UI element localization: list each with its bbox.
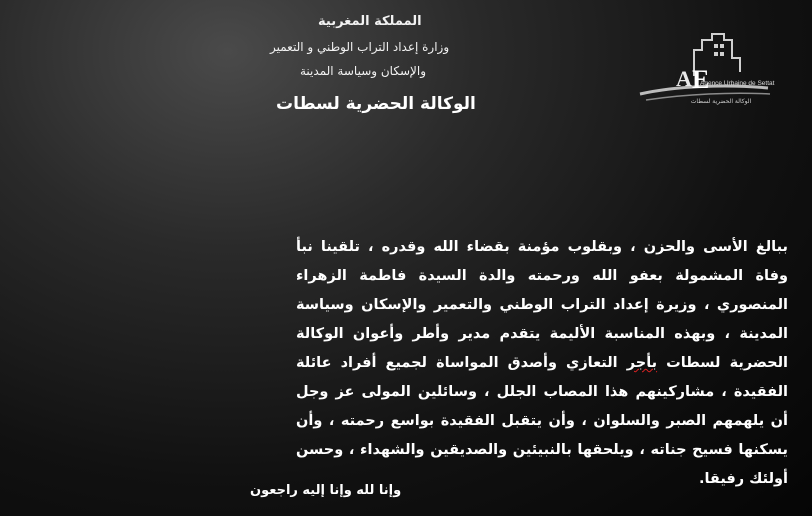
message-marked-word: بأجر bbox=[626, 355, 658, 371]
svg-text:E: E bbox=[692, 65, 710, 94]
logo-arabic-caption: الوكالة الحضرية لسطات bbox=[690, 98, 752, 105]
message-text-part-2: التعازي وأصدق المواساة لجميع أفراد عائلة الفقيدة ، مشاركينهم هذا المصاب الجلل ، وسائلين المولى عز وجل أن يلهمهم الصبر والسلوان ، وأن يتقبل الفقيدة بواسع رحمته ، وأن يسكنها فسيح جناته ، ويلحقها بالنبيئين والصديقين والشهداء ، وحسن أولئك رفيقا. bbox=[296, 355, 788, 487]
ministry-line-2: والإسكان وسياسة المدينة bbox=[300, 64, 426, 78]
kingdom-title: المملكة المغربية bbox=[318, 14, 422, 29]
svg-text:A: A bbox=[676, 66, 692, 91]
agency-name: الوكالة الحضرية لسطات bbox=[276, 94, 476, 114]
ministry-line-1: وزارة إعداد التراب الوطني و التعمير bbox=[270, 40, 450, 54]
condolence-message bbox=[296, 233, 788, 494]
logo-latin-text: Agence Urbaine de Settat bbox=[700, 80, 775, 87]
message-text-part-1: ببالغ الأسى والحزن ، وبقلوب مؤمنة بقضاء الله وقدره ، تلقينا نبأ وفاة المشمولة بعفو الله ورحمته والدة السيدة فاطمة الزهراء المنصوري ، وزيرة إعداد التراب الوطني والتعمير والإسكان وسياسة المدينة ، وبهذه المناسبة الأليمة يتقدم مدير وأطر وأعوان الوكالة الحضرية لسطات bbox=[296, 239, 788, 371]
closing-verse: وإنا لله وإنا إليه راجعون bbox=[250, 483, 402, 498]
